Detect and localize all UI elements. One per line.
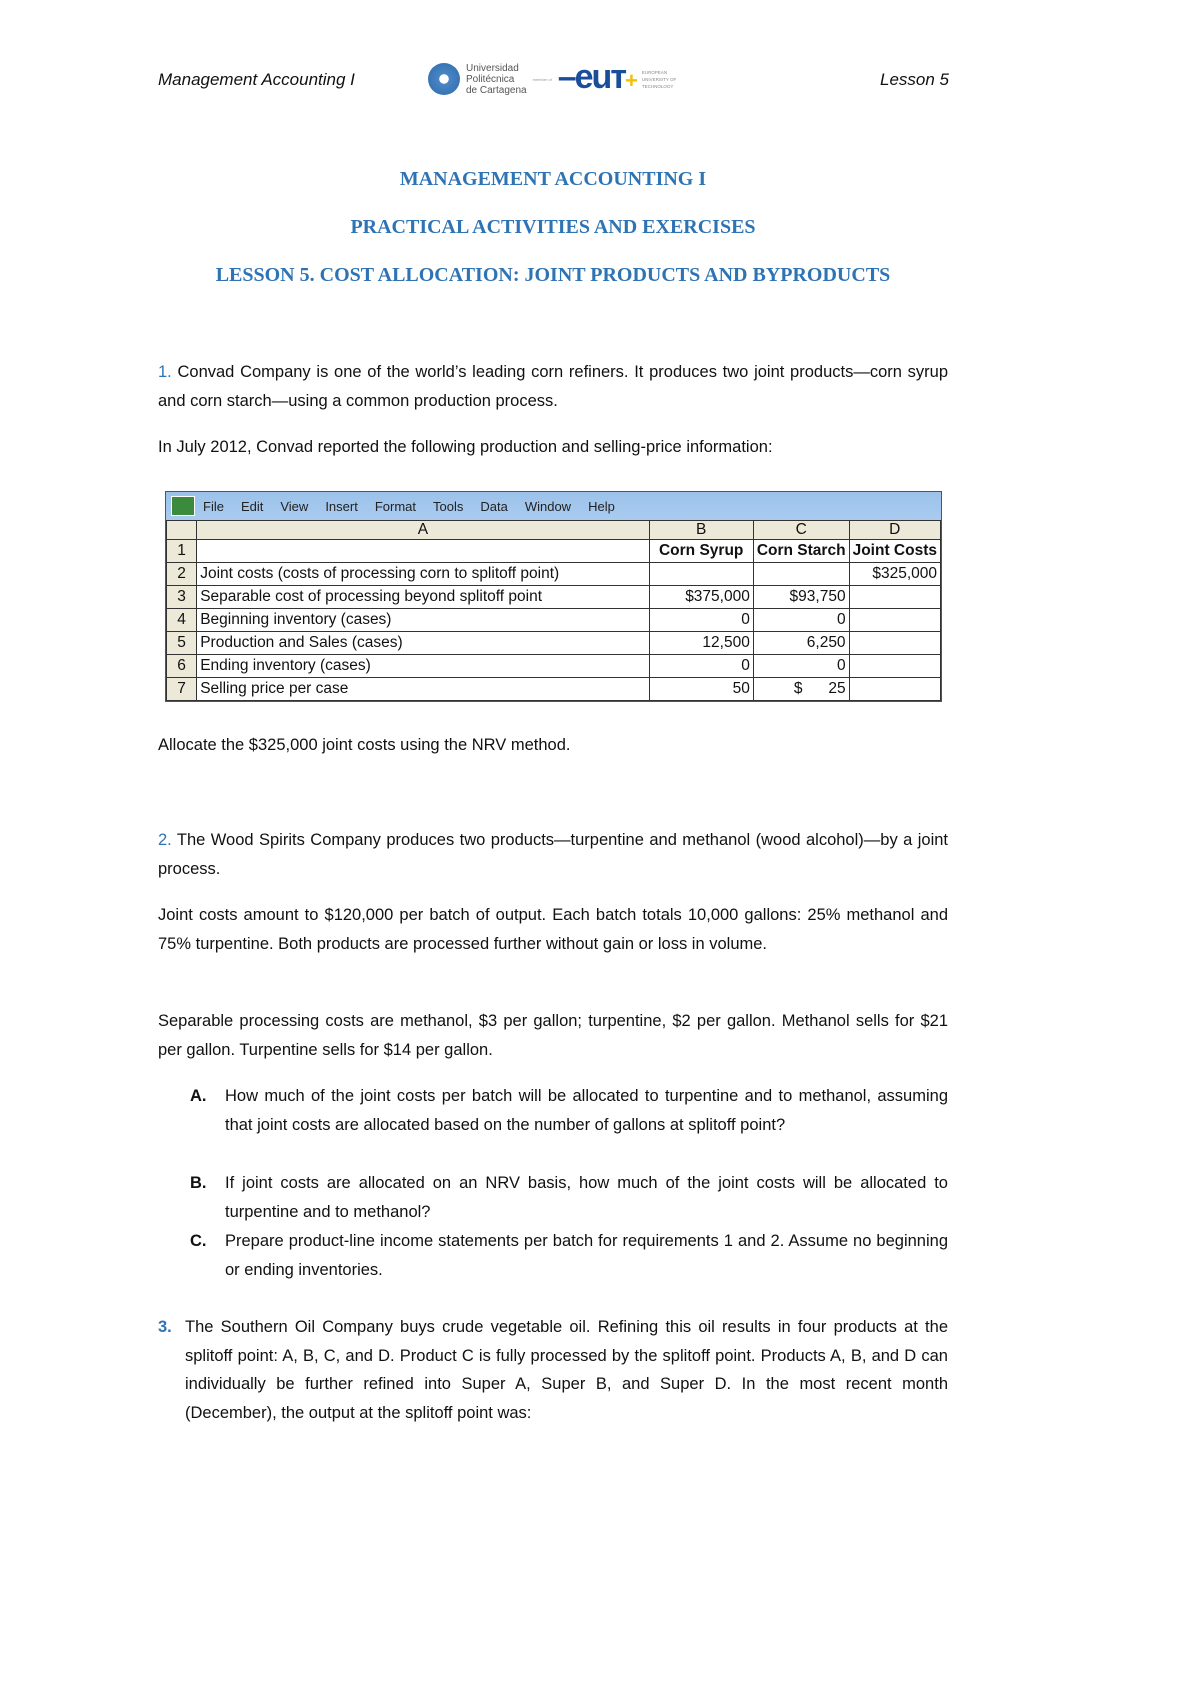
q3-text (158, 1313, 948, 1427)
menu-help[interactable]: Help (588, 498, 615, 514)
menu-file[interactable]: File (203, 498, 224, 514)
cell-d[interactable] (849, 609, 940, 632)
column-header[interactable]: C (753, 521, 849, 540)
cell-d[interactable] (849, 586, 940, 609)
spreadsheet-row (167, 609, 941, 632)
menu-insert[interactable]: Insert (325, 498, 358, 514)
q2-item-b (190, 1169, 948, 1226)
logo-line: TECHNOLOGY (641, 83, 674, 89)
cell-a[interactable] (197, 540, 649, 563)
item-text: If joint costs are allocated on an NRV basis, how much of the joint costs will be allocated to turpentine and to methanol? (225, 1174, 948, 1221)
menu-data[interactable]: Data (480, 498, 508, 514)
q2-item-a (190, 1082, 948, 1139)
cell-c[interactable] (753, 563, 849, 586)
upct-logo-icon (428, 63, 460, 95)
q1-body: Convad Company is one of the world’s leading corn refiners. It produces two joint products—corn syrup and corn starch—using a common production process. (158, 363, 948, 410)
cell-a[interactable]: Selling price per case (197, 678, 649, 701)
header-logos (428, 58, 677, 96)
column-header[interactable]: B (649, 521, 753, 540)
cell-a[interactable]: Beginning inventory (cases) (197, 609, 649, 632)
cell-b[interactable]: 0 (649, 655, 753, 678)
logo-member: member of (532, 76, 552, 82)
cell-d[interactable]: $325,000 (849, 563, 940, 586)
item-text: Prepare product-line income statements per batch for requirements 1 and 2. Assume no beginning or ending inventories. (225, 1232, 948, 1279)
spreadsheet-row (167, 655, 941, 678)
cell-c[interactable]: 0 (753, 655, 849, 678)
q1-task: Allocate the $325,000 joint costs using the NRV method. (158, 736, 571, 754)
row-header[interactable]: 6 (167, 655, 197, 678)
corner-cell (167, 521, 197, 540)
cell-c[interactable]: Corn Starch (753, 540, 849, 563)
row-header[interactable]: 2 (167, 563, 197, 586)
item-label: A. (190, 1087, 207, 1105)
spreadsheet-row (167, 632, 941, 655)
spreadsheet-row (167, 540, 941, 563)
item-label: B. (190, 1174, 207, 1192)
cell-b[interactable]: Corn Syrup (649, 540, 753, 563)
row-header[interactable]: 4 (167, 609, 197, 632)
cell-a[interactable]: Ending inventory (cases) (197, 655, 649, 678)
row-header[interactable]: 5 (167, 632, 197, 655)
spreadsheet-grid (166, 520, 941, 701)
logo-line: EUROPEAN (641, 69, 668, 75)
header-lesson: Lesson 5 (880, 70, 949, 89)
menu-tools[interactable]: Tools (433, 498, 464, 514)
q2-paragraph: Joint costs amount to $120,000 per batch of output. Each batch totals 10,000 gallons: 25% methanol and 75% turpentine. Both products are processed further without gain or loss in volume. (158, 906, 948, 953)
doc-title: MANAGEMENT ACCOUNTING I (399, 168, 707, 190)
cell-d[interactable] (849, 655, 940, 678)
menu-format[interactable]: Format (374, 498, 416, 514)
cell-c[interactable]: 6,250 (753, 632, 849, 655)
menu-view[interactable]: View (280, 498, 309, 514)
excel-icon (171, 496, 195, 516)
menu-window[interactable]: Window (524, 498, 572, 514)
item-text: How much of the joint costs per batch will be allocated to turpentine and to methanol, assuming that joint costs are allocated based on the number of gallons at splitoff point? (225, 1087, 948, 1134)
cell-d[interactable] (849, 678, 940, 701)
column-header-row (167, 521, 941, 540)
cell-d[interactable] (849, 632, 940, 655)
doc-subtitle: PRACTICAL ACTIVITIES AND EXERCISES (350, 216, 756, 238)
cell-c[interactable]: 0 (753, 609, 849, 632)
q1-intro: In July 2012, Convad reported the following production and selling-price information: (158, 438, 773, 456)
logo-line: Politécnica (466, 73, 515, 85)
q3-body: The Southern Oil Company buys crude vegetable oil. Refining this oil results in four products at the splitoff point: A, B, C, and D. Product C is fully processed by the splitoff point. Products A, B, and D can individually be further refined into Super A, Super B, and Super D. In the most recent month (December), the output at the splitoff point was: (185, 1318, 948, 1422)
cell-a[interactable]: Production and Sales (cases) (197, 632, 649, 655)
row-header[interactable]: 3 (167, 586, 197, 609)
item-label: C. (190, 1232, 207, 1250)
q1-text (158, 358, 948, 415)
q2-item-c (190, 1227, 948, 1284)
spreadsheet-row (167, 678, 941, 701)
cell-b[interactable]: 50 (649, 678, 753, 701)
q2-paragraph: Separable processing costs are methanol, $3 per gallon; turpentine, $2 per gallon. Methanol sells for $21 per gallon. Turpentine sells for $14 per gallon. (158, 1012, 948, 1059)
cell-b[interactable]: 12,500 (649, 632, 753, 655)
q3-number: 3. (158, 1318, 172, 1336)
menu-edit[interactable]: Edit (240, 498, 264, 514)
cell-a[interactable]: Separable cost of processing beyond splitoff point (197, 586, 649, 609)
logo-line: Universidad (466, 62, 519, 74)
column-header[interactable]: A (197, 521, 649, 540)
cell-b[interactable] (649, 563, 753, 586)
column-header[interactable]: D (849, 521, 940, 540)
eut-logo-icon: –euт+ (557, 58, 636, 96)
cell-c[interactable]: $ 25 (753, 678, 849, 701)
spreadsheet-row (167, 586, 941, 609)
q2-text (158, 826, 948, 883)
cell-a[interactable]: Joint costs (costs of processing corn to splitoff point) (197, 563, 649, 586)
q1-number: 1. (158, 363, 172, 381)
spreadsheet (165, 491, 942, 702)
row-header[interactable]: 7 (167, 678, 197, 701)
spreadsheet-menubar (166, 492, 941, 520)
cell-b[interactable]: $375,000 (649, 586, 753, 609)
header-course: Management Accounting I (158, 70, 355, 89)
logo-line: UNIVERSITY OF (641, 76, 677, 82)
cell-b[interactable]: 0 (649, 609, 753, 632)
q2-body: The Wood Spirits Company produces two products—turpentine and methanol (wood alcohol)—by a joint process. (158, 831, 948, 878)
q2-number: 2. (158, 831, 172, 849)
spreadsheet-row (167, 563, 941, 586)
row-header[interactable]: 1 (167, 540, 197, 563)
logo-line: de Cartagena (466, 84, 527, 96)
cell-d[interactable]: Joint Costs (849, 540, 940, 563)
lesson-title: LESSON 5. COST ALLOCATION: JOINT PRODUCTS AND BYPRODUCTS (215, 264, 891, 286)
cell-c[interactable]: $93,750 (753, 586, 849, 609)
